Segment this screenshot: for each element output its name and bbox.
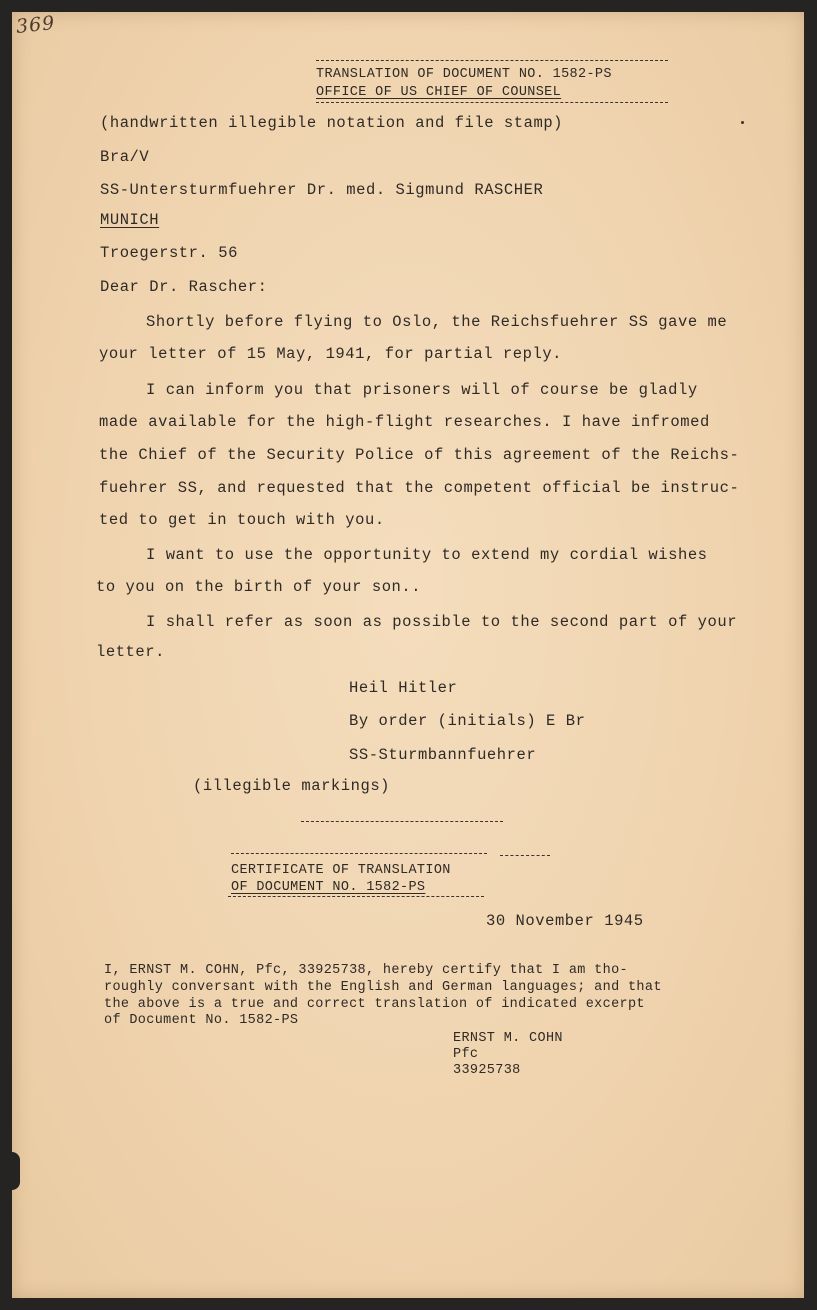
signer-name: ERNST M. COHN xyxy=(453,1031,563,1046)
certificate-document: OF DOCUMENT NO. 1582-PS xyxy=(231,880,426,895)
salutation: Dear Dr. Rascher: xyxy=(100,278,268,296)
certificate-text-line: the above is a true and correct translation of indicated excerpt xyxy=(104,997,645,1012)
addressee-street: Troegerstr. 56 xyxy=(100,244,238,262)
body-line: fuehrer SS, and requested that the competent official be instruc- xyxy=(99,479,740,497)
reference-line: Bra/V xyxy=(100,148,150,166)
certificate-top-rule xyxy=(231,853,487,854)
body-line: the Chief of the Security Police of this agreement of the Reichs- xyxy=(99,446,740,464)
notation-line: (handwritten illegible notation and file stamp) xyxy=(100,114,564,132)
body-line: I shall refer as soon as possible to the second part of your xyxy=(146,613,738,631)
handwritten-page-number: 369 xyxy=(14,12,57,38)
header-top-rule xyxy=(316,60,668,61)
header-office: OFFICE OF US CHIEF OF COUNSEL xyxy=(316,85,562,100)
body-line: letter. xyxy=(96,643,165,661)
closing-order: By order (initials) E Br xyxy=(349,712,586,730)
closing-rank: SS-Sturmbannfuehrer xyxy=(349,746,537,764)
certificate-bottom-rule xyxy=(228,896,484,897)
closing-markings: (illegible markings) xyxy=(193,777,391,795)
signer-serial: 33925738 xyxy=(453,1063,521,1078)
body-line: Shortly before flying to Oslo, the Reichsfuehrer SS gave me xyxy=(146,313,728,331)
header-title: TRANSLATION OF DOCUMENT NO. 1582-PS xyxy=(316,67,612,82)
section-divider xyxy=(301,821,503,822)
certificate-top-rule-ext xyxy=(500,855,550,856)
body-line: to you on the birth of your son.. xyxy=(96,578,422,596)
body-line: ted to get in touch with you. xyxy=(99,511,385,529)
signer-rank: Pfc xyxy=(453,1047,479,1062)
certificate-text-line: I, ERNST M. COHN, Pfc, 33925738, hereby certify that I am tho- xyxy=(104,963,628,978)
body-line: I want to use the opportunity to extend my cordial wishes xyxy=(146,546,708,564)
certificate-title: CERTIFICATE OF TRANSLATION xyxy=(231,863,451,878)
addressee-name: SS-Untersturmfuehrer Dr. med. Sigmund RASCHER xyxy=(100,181,544,199)
page-edge-tear xyxy=(10,1152,20,1190)
certificate-date: 30 November 1945 xyxy=(486,912,644,930)
body-line: made available for the high-flight researches. I have infromed xyxy=(99,413,710,431)
header-bottom-rule xyxy=(316,102,668,103)
body-line: I can inform you that prisoners will of course be gladly xyxy=(146,381,698,399)
body-line: your letter of 15 May, 1941, for partial reply. xyxy=(99,345,563,363)
addressee-city: MUNICH xyxy=(100,211,160,229)
certificate-text-line: roughly conversant with the English and German languages; and that xyxy=(104,980,662,995)
certificate-text-line: of Document No. 1582-PS xyxy=(104,1013,299,1028)
ink-speck xyxy=(741,121,744,124)
closing-greeting: Heil Hitler xyxy=(349,679,458,697)
